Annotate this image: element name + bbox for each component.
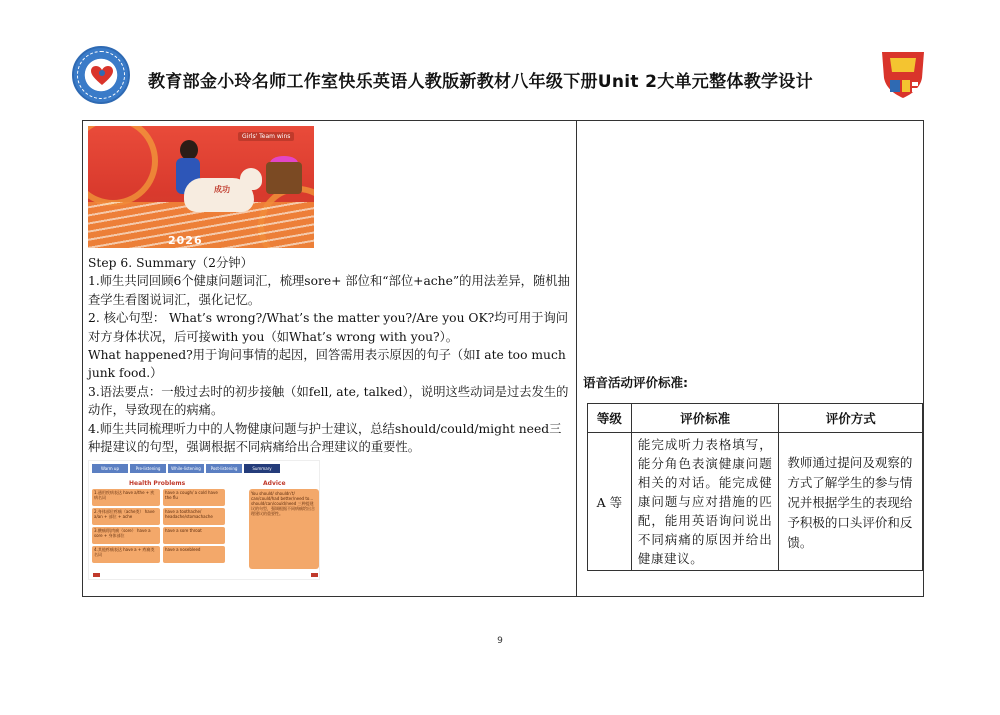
treasure-chest-icon bbox=[266, 162, 302, 194]
table-header: 等级 bbox=[588, 404, 632, 433]
slide-tab: While-listening bbox=[168, 464, 204, 473]
table-header: 评价方式 bbox=[779, 404, 923, 433]
illustration-banner: Girls' Team wins bbox=[238, 132, 294, 141]
slide-cell: 1.通用疾病表达 have a/the + 疾病名词 bbox=[92, 489, 160, 506]
content-table bbox=[82, 120, 924, 597]
paragraph: 2. 核心句型： What’s wrong?/What’s the matter you?/Are you OK?均可用于询问对方身体状况，后可接with you（如What’s wrong with you?）。 bbox=[88, 311, 569, 344]
flag-icon bbox=[311, 573, 318, 577]
page-header bbox=[72, 42, 930, 104]
success-illustration bbox=[88, 126, 314, 248]
left-column bbox=[83, 121, 576, 596]
slide-tab: Warm up bbox=[92, 464, 128, 473]
lesson-text bbox=[88, 254, 572, 456]
evaluation-table bbox=[587, 403, 923, 571]
evaluation-title: 语音活动评价标准: bbox=[583, 375, 688, 390]
slide-tab: Post-listening bbox=[206, 464, 242, 473]
slide-cell: have a sore throat bbox=[163, 527, 225, 544]
slide-cell: 3.酸痛/肌肉痛（sore） have a sore + 身体部位 bbox=[92, 527, 160, 544]
illustration-year: 2026 bbox=[168, 234, 203, 247]
paragraph: 4.师生共同梳理听力中的人物健康问题与护士建议，总结should/could/might need三种提建议的句型，强调根据不同病痛给出合理建议的重要性。 bbox=[88, 421, 562, 455]
slide-cell: 2.身体部位疼痛（ache类） have a/an + 部位 + ache bbox=[92, 508, 160, 525]
paragraph: What happened?用于询问事情的起因，回答需用表示原因的句子（如I ate too much junk food.） bbox=[88, 348, 566, 381]
slide-cell: have a cough/ a cold have the flu bbox=[163, 489, 225, 506]
step-title: Step 6. Summary（2分钟） bbox=[88, 256, 253, 270]
school-emblem-icon bbox=[876, 48, 930, 102]
slide-tabbar bbox=[92, 464, 280, 473]
table-header: 评价标准 bbox=[631, 404, 779, 433]
method-cell: 教师通过提问及观察的方式了解学生的参与情况并根据学生的表现给予积极的口头评价和反馈。 bbox=[779, 433, 923, 571]
criteria-cell: 能完成听力表格填写，能分角色表演健康问题相关的对话。能完成健康问题与应对措施的匹配，能用英语询问说出不同病痛的原因并给出健康建议。 bbox=[631, 433, 779, 571]
summary-slide bbox=[88, 460, 320, 580]
slide-tab-active: Summary bbox=[244, 464, 280, 473]
studio-logo-icon bbox=[72, 46, 130, 104]
slide-advice-title: Advice bbox=[263, 480, 286, 488]
slide-cell: have a nosebleed bbox=[163, 546, 225, 563]
slide-advice-box: You should/ shouldn't/ can/could/had better/need to... should/can/could/need 三种提建议的句型，强调根据不同病痛给出合理建议的重要性。 bbox=[249, 489, 319, 569]
slide-tab: Pre-listening bbox=[130, 464, 166, 473]
paragraph: 1.师生共同回顾6个健康问题词汇，梳理sore+ 部位和“部位+ache”的用法差异，随机抽查学生看图说词汇，强化记忆。 bbox=[88, 274, 570, 307]
slide-cell: have a toothache/ headache/stomachache bbox=[163, 508, 225, 525]
grade-cell: A 等 bbox=[588, 433, 632, 571]
right-column bbox=[577, 121, 923, 596]
paragraph: 3.语法要点：一般过去时的初步接触（如fell, ate, talked），说明这些动词是过去发生的动作，导致现在的病痛。 bbox=[88, 384, 569, 418]
table-row bbox=[588, 433, 923, 571]
slide-health-title: Health Problems bbox=[129, 480, 186, 488]
illustration-caption: 成功 bbox=[214, 185, 230, 194]
girl-figure bbox=[180, 140, 198, 160]
page-number: 9 bbox=[497, 636, 503, 646]
flag-icon bbox=[93, 573, 100, 577]
document-title: 教育部金小玲名师工作室快乐英语人教版新教材八年级下册Unit 2大单元整体教学设计 bbox=[148, 72, 813, 92]
slide-cell: 4.其他疼痛表达 have a + 疼痛类名词 bbox=[92, 546, 160, 563]
heart-icon bbox=[91, 66, 113, 86]
